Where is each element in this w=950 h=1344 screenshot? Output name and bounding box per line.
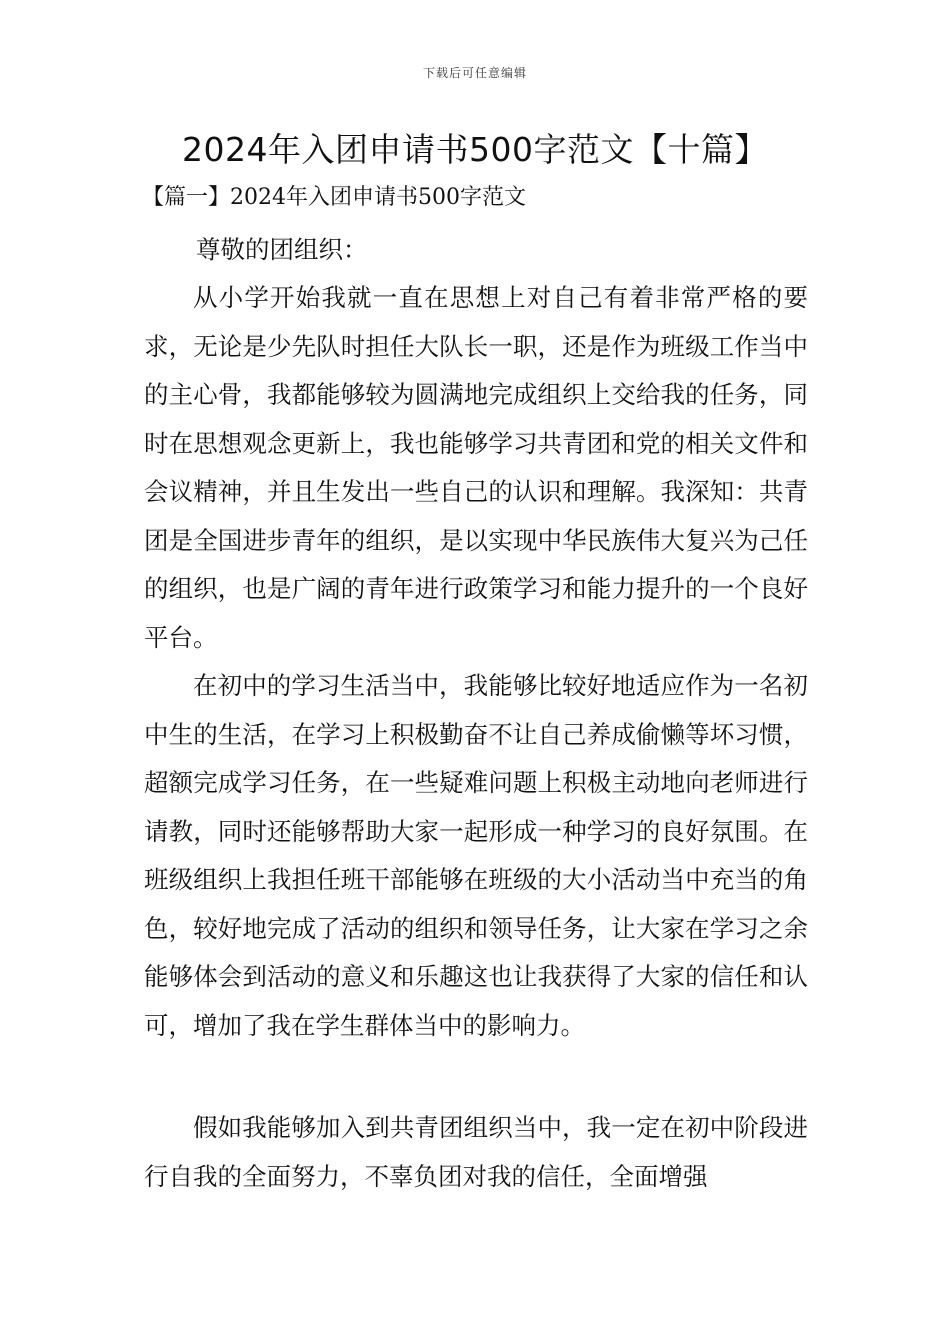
paragraph-1: 从小学开始我就一直在思想上对自己有着非常严格的要求，无论是少先队时担任大队长一职，还是作为班级工作当中的主心骨，我都能够较为圆满地完成组织上交给我的任务，同时在思想观念更新上，我也能够学习共青团和党的相关文件和会议精神，并且生发出一些自己的认识和理解。我深知：共青团是全国进步青年的组织，是以实现中华民族伟大复兴为己任的组织，也是广阔的青年进行政策学习和能力提升的一个良好平台。 (144, 283, 808, 652)
salutation: 尊敬的团组织： (196, 235, 368, 264)
paragraph-3: 假如我能够加入到共青团组织当中，我一定在初中阶段进行自我的全面努力，不辜负团对我的信任，全面增强 (144, 1113, 808, 1191)
paragraph-2: 在初中的学习生活当中，我能够比较好地适应作为一名初中生的生活，在学习上积极勤奋不让自己养成偷懒等坏习惯，超额完成学习任务，在一些疑难问题上积极主动地向老师进行请教，同时还能够帮助大家一起形成一种学习的良好氛围。在班级组织上我担任班干部能够在班级的大小活动当中充当的角色，较好地完成了活动的组织和领导任务，让大家在学习之余能够体会到活动的意义和乐趣这也让我获得了大家的信任和认可，增加了我在学生群体当中的影响力。 (144, 671, 808, 1040)
section-heading: 【篇一】2024年入团申请书500字范文 (142, 185, 526, 210)
header-note: 下载后可任意编辑 (422, 66, 527, 80)
document-title: 2024年入团申请书500字范文【十篇】 (182, 130, 768, 169)
